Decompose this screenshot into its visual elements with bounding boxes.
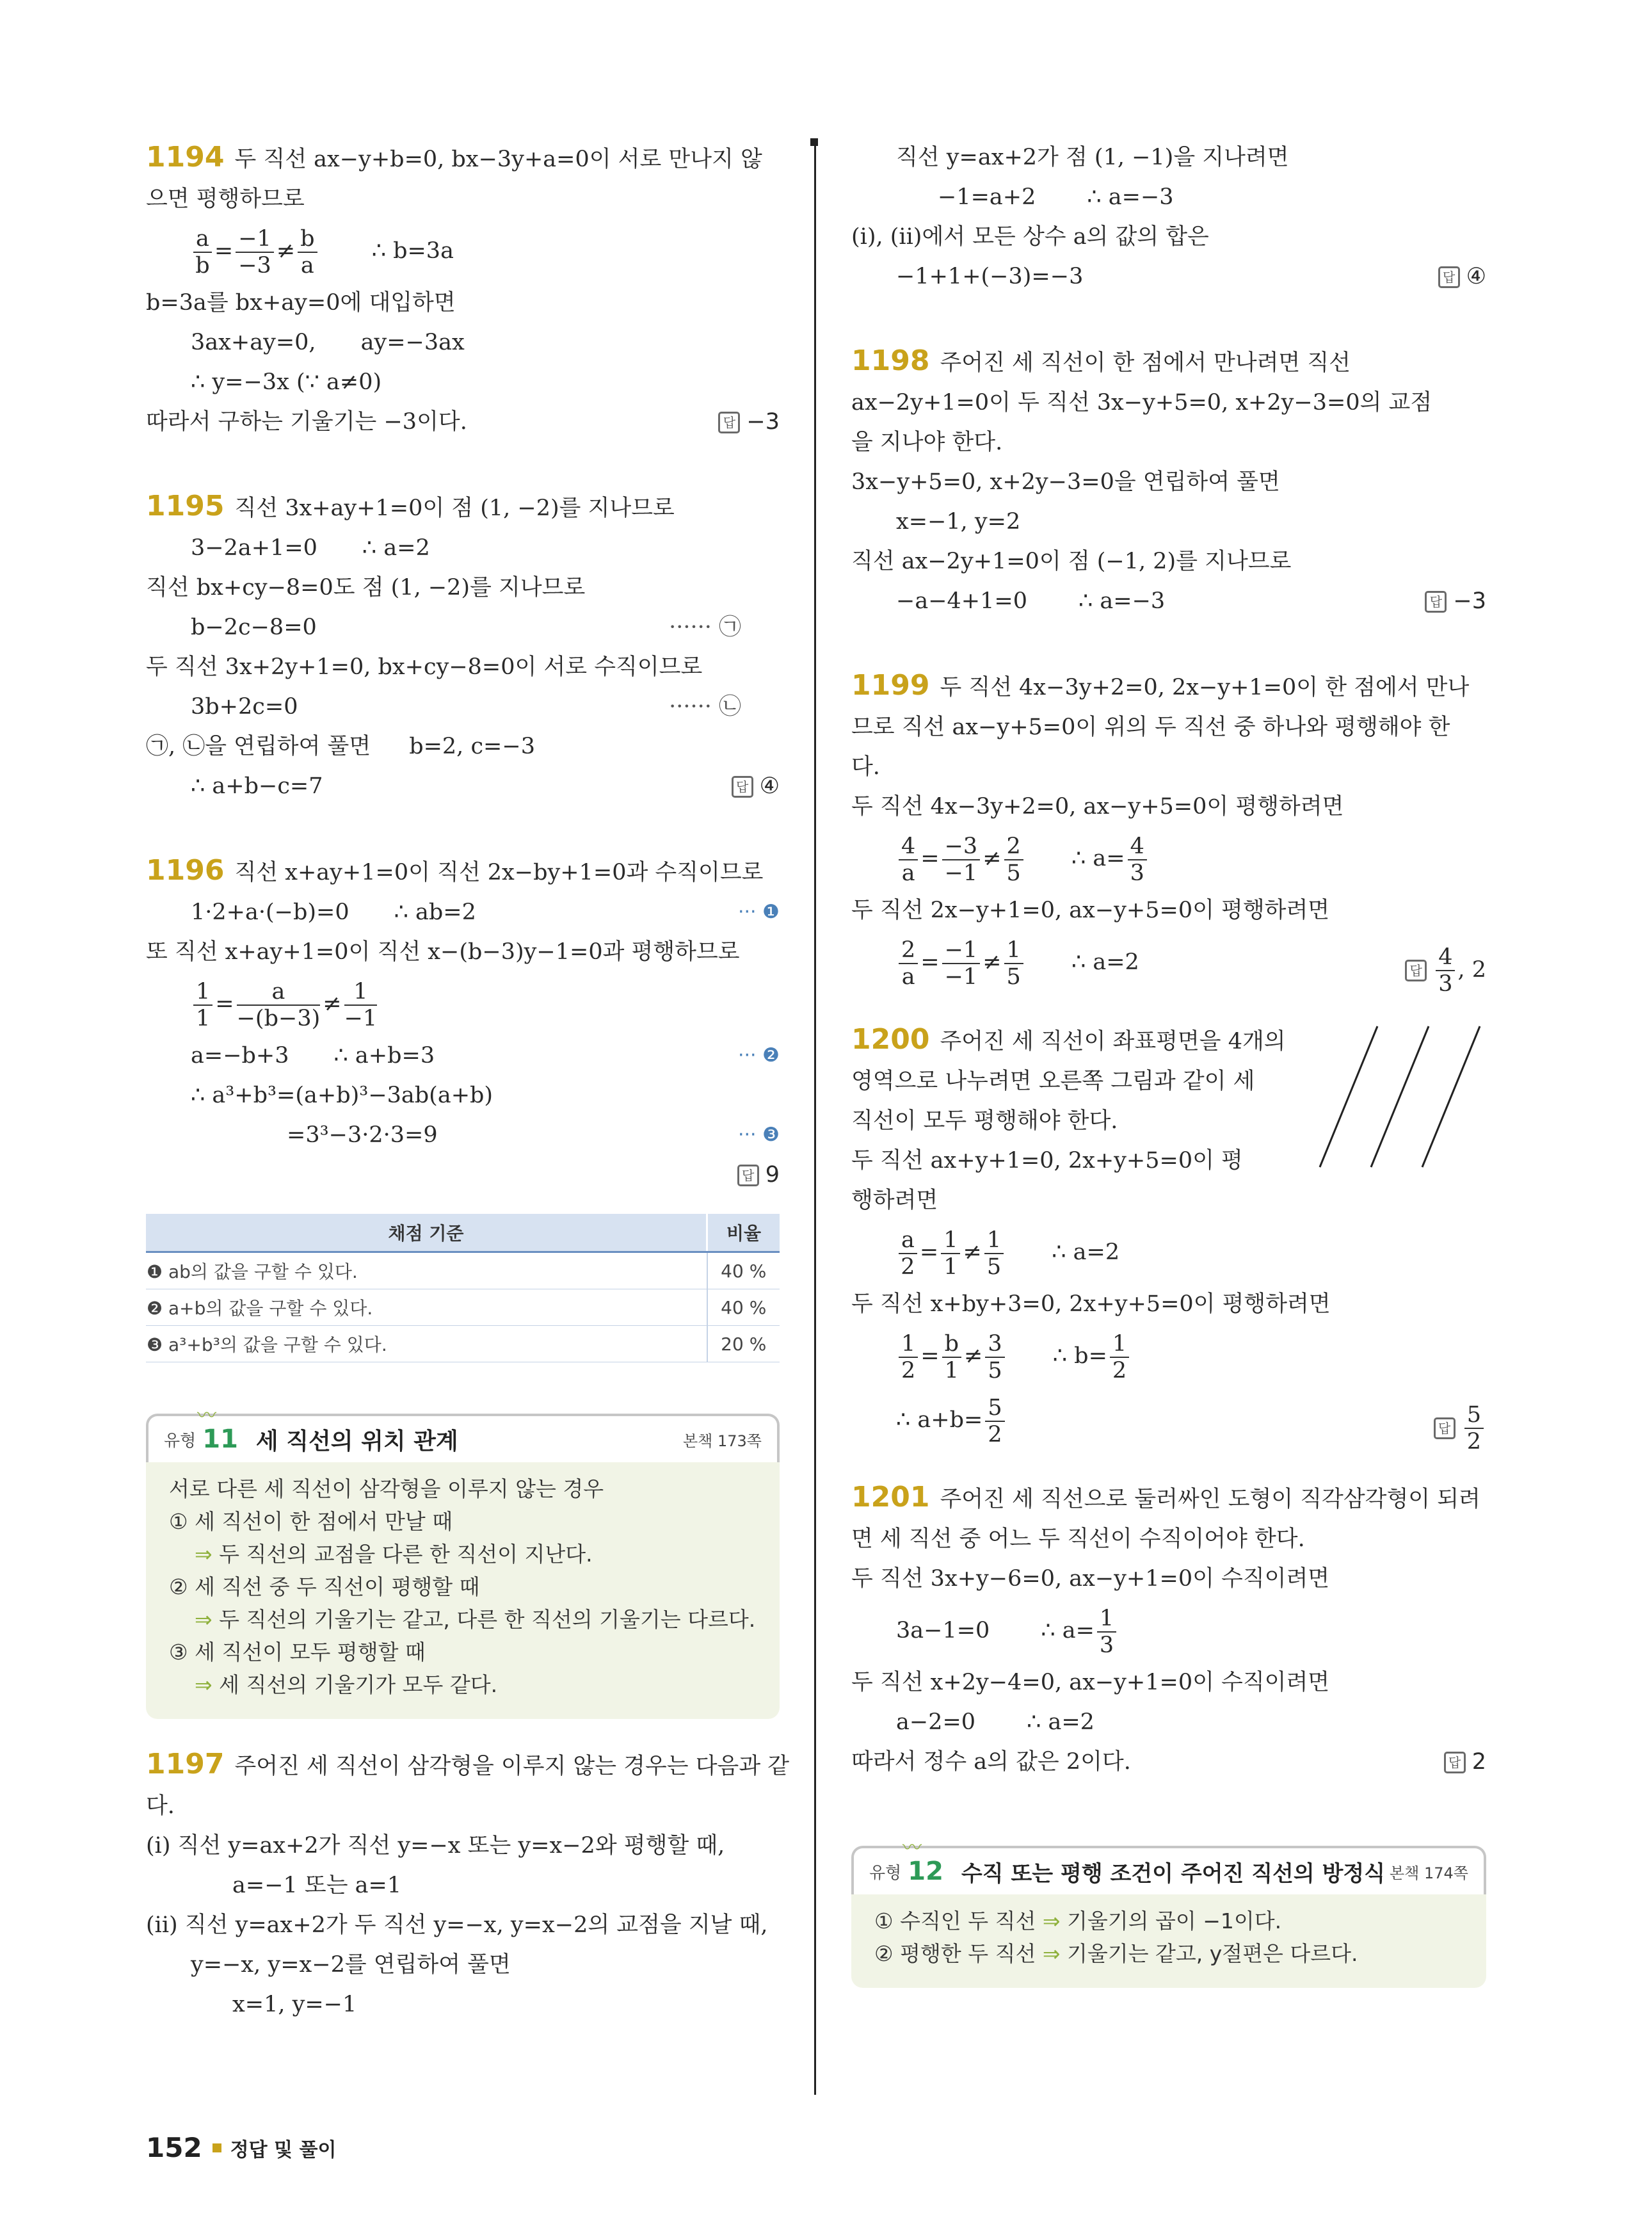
- fraction-equation: 3a−1=0 ∴ a= $\frac{1}{3}$: [851, 1599, 1486, 1663]
- text-line: (ii) 직선 y=ax+2가 두 직선 y=−x, y=x−2의 교점을 지날 때,: [146, 1912, 768, 1938]
- text-line: ㉠, ㉡을 연립하여 풀면 b=2, c=−3: [146, 734, 535, 759]
- text-line: x=−1, y=2: [896, 509, 1021, 535]
- answer-icon: [737, 1165, 759, 1186]
- text-line: 두 직선 x+2y−4=0, ax−y+1=0이 수직이려면: [851, 1670, 1330, 1695]
- text-line: 행하려면: [851, 1188, 938, 1213]
- problem-1197: [146, 1745, 790, 2024]
- text-line: a=−1 또는 a=1: [232, 1873, 402, 1898]
- answer: 답 $\frac{5}{2}$: [1434, 1396, 1486, 1460]
- text-line: (i) 직선 y=ax+2가 직선 y=−x 또는 y=x−2와 평행할 때,: [146, 1833, 725, 1859]
- problem-number: 1200: [851, 1023, 930, 1056]
- answer-icon: [1425, 591, 1447, 613]
- type-header: 유형 11 세 직선의 위치 관계 본책 173쪽: [146, 1414, 780, 1462]
- fraction-equation: $\frac{2}{a}$ = $\frac{-1}{-1}$ ≠ $\frac{1}{5}$ ∴ a=2 답 $\frac{4}{3}$ , 2: [851, 930, 1486, 994]
- arrow-icon: ⇒: [195, 1607, 213, 1632]
- text-line: 두 직선 3x+2y+1=0, bx+cy−8=0이 서로 수직이므로: [146, 654, 703, 680]
- text-line: [146, 1155, 780, 1195]
- fraction-equation: ∴ a+b= $\frac{5}{2}$ 답 $\frac{5}{2}$: [851, 1388, 1486, 1452]
- answer: 답 ④: [1438, 257, 1486, 296]
- problem-1195: [146, 487, 780, 806]
- text-line: 다.: [851, 754, 880, 780]
- grading-table: [146, 1214, 780, 1362]
- arrow-icon: ⇒: [195, 1542, 213, 1567]
- text-line: 다.: [146, 1793, 175, 1819]
- wave-icon: 〰: [902, 1837, 922, 1859]
- step-marker: ··· ❷: [737, 1044, 780, 1067]
- type-12-box: [851, 1837, 1486, 1988]
- text-line: 두 직선 3x+y−6=0, ax−y+1=0이 수직이려면: [851, 1566, 1330, 1592]
- answer: 답 2: [1444, 1742, 1486, 1782]
- text-line: x=1, y=−1: [232, 1992, 357, 2017]
- text-line: ∴ a+b−c=7 답 ④: [146, 766, 780, 806]
- text-line: 두 직선 ax−y+b=0, bx−3y+a=0이 서로 만나지 않: [234, 147, 762, 172]
- type-body: 서로 다른 세 직선이 삼각형을 이루지 않는 경우 ① 세 직선이 한 점에서 만날 때 ⇒ 두 직선의 교점을 다른 한 직선이 지난다. ② 세 직선 중 두 직선이 평행할 때 ⇒ 두 직선의 기울기는 같고, 다른 한 직선의 기울기는 다르다. ③ 세 직선이 모두 평행할 때 ⇒ 세 직선의 기울기가 모두 같다.: [146, 1462, 780, 1719]
- problem-number: 1194: [146, 141, 225, 173]
- text-line: a−2=0 ∴ a=2: [896, 1709, 1095, 1735]
- text-line: 3−2a+1=0 ∴ a=2: [191, 535, 430, 561]
- problem-number: 1196: [146, 854, 225, 887]
- text-line: (i), (ii)에서 모든 상수 a의 값의 합은: [851, 224, 1209, 250]
- table-row: ❶ ab의 값을 구할 수 있다. 40 %: [146, 1252, 780, 1289]
- answer-icon: [1444, 1752, 1466, 1773]
- problem-number: 1195: [146, 490, 225, 522]
- left-column: [146, 138, 790, 2024]
- answer: 답 −3: [718, 402, 780, 442]
- text-line: −1=a+2 ∴ a=−3: [938, 184, 1174, 210]
- answer-icon: [1405, 960, 1427, 981]
- type-header: 유형 12 수직 또는 평행 조건이 주어진 직선의 방정식 본책 174쪽: [851, 1846, 1486, 1894]
- fraction-equation: $\frac{1}{2}$ = $\frac{b}{1}$ ≠ $\frac{3}{5}$ ∴ b= $\frac{1}{2}$: [851, 1324, 1486, 1388]
- equation-marker: ······ ㉠: [669, 615, 741, 640]
- arrow-icon: ⇒: [1042, 1941, 1061, 1966]
- text-line: b−2c−8=0 ······ ㉠: [146, 608, 780, 647]
- text-line: 두 직선 2x−y+1=0, ax−y+5=0이 평행하려면: [851, 898, 1330, 923]
- text-line: 1·2+a·(−b)=0 ∴ ab=2 ··· ❶: [146, 892, 780, 932]
- text-line: 따라서 정수 a의 값은 2이다. 답 2: [851, 1742, 1486, 1782]
- problem-1198: [851, 341, 1486, 621]
- problem-number: 1198: [851, 344, 930, 377]
- problem-1200: [851, 1020, 1486, 1455]
- problem-1197-continued: [851, 138, 1486, 296]
- text-line: −1+1+(−3)=−3 답 ④: [851, 257, 1486, 296]
- footer-title: 정답 및 풀이: [230, 2138, 337, 2161]
- equation-marker: ······ ㉡: [669, 694, 741, 720]
- text-line: 주어진 세 직선으로 둘러싸인 도형이 직각삼각형이 되려: [940, 1487, 1480, 1512]
- column-divider: [814, 142, 816, 2095]
- fraction-equation: $\frac{a}{2}$ = $\frac{1}{1}$ ≠ $\frac{1}{5}$ ∴ a=2: [851, 1220, 1486, 1284]
- text-line: a=−b+3 ∴ a+b=3 ··· ❷: [146, 1036, 780, 1076]
- type-title: 수직 또는 평행 조건이 주어진 직선의 방정식: [961, 1860, 1386, 1887]
- text-line: 두 직선 4x−3y+2=0, ax−y+5=0이 평행하려면: [851, 794, 1344, 819]
- text-line: y=−x, y=x−2를 연립하여 풀면: [191, 1952, 511, 1978]
- answer: 답9: [737, 1155, 780, 1195]
- answer: 답 $\frac{4}{3}$ , 2: [1405, 938, 1486, 1002]
- step-marker: ··· ❸: [737, 1124, 780, 1146]
- type-body: ① 수직인 두 직선 ⇒ 기울기의 곱이 −1이다. ② 평행한 두 직선 ⇒ 기울기는 같고, y절편은 다르다.: [851, 1894, 1486, 1988]
- text-line: 직선 3x+ay+1=0이 점 (1, −2)를 지나므로: [234, 496, 675, 521]
- table-row: ❸ a³+b³의 값을 구할 수 있다. 20 %: [146, 1326, 780, 1362]
- type-11-box: [146, 1405, 780, 1719]
- arrow-icon: ⇒: [195, 1672, 213, 1697]
- text-line: 따라서 구하는 기울기는 −3이다. 답 −3: [146, 402, 780, 442]
- page-number: 152: [146, 2132, 202, 2163]
- text-line: 또 직선 x+ay+1=0이 직선 x−(b−3)y−1=0과 평행하므로: [146, 939, 740, 965]
- text-line: 3b+2c=0 ······ ㉡: [146, 687, 780, 727]
- text-line: b=3a를 bx+ay=0에 대입하면: [146, 290, 456, 316]
- table-header: 채점 기준: [146, 1214, 707, 1252]
- text-line: 으면 평행하므로: [146, 186, 305, 212]
- text-line: 므로 직선 ax−y+5=0이 위의 두 직선 중 하나와 평행해야 한: [851, 714, 1450, 740]
- type-title: 세 직선의 위치 관계: [255, 1428, 458, 1455]
- wave-icon: 〰: [197, 1405, 216, 1427]
- problem-1194: [146, 138, 780, 442]
- right-column: [851, 138, 1486, 1988]
- text-line: 두 직선 ax+y+1=0, 2x+y+5=0이 평: [851, 1148, 1243, 1174]
- text-line: 영역으로 나누려면 오른쪽 그림과 같이 세: [851, 1069, 1255, 1094]
- answer-icon: [1438, 266, 1460, 288]
- footer-square-icon: [213, 2143, 221, 2152]
- text-line: 직선 ax−2y+1=0이 점 (−1, 2)를 지나므로: [851, 549, 1292, 574]
- fraction-equation: $\frac{4}{a}$ = $\frac{-3}{-1}$ ≠ $\frac{2}{5}$ ∴ a= $\frac{4}{3}$: [851, 827, 1486, 891]
- text-line: 직선 y=ax+2가 점 (1, −1)을 지나려면: [896, 145, 1289, 170]
- table-header: 비율: [707, 1214, 780, 1252]
- type-reference: 본책 173쪽: [683, 1432, 762, 1450]
- text-line: ∴ y=−3x (∵ a≠0): [191, 369, 382, 395]
- answer-icon: [1434, 1417, 1456, 1439]
- text-line: 두 직선 x+by+3=0, 2x+y+5=0이 평행하려면: [851, 1291, 1331, 1317]
- step-marker: ··· ❶: [737, 901, 780, 923]
- page-footer: [146, 2132, 336, 2163]
- type-reference: 본책 174쪽: [1390, 1864, 1468, 1882]
- problem-1196: [146, 851, 780, 1195]
- problem-number: 1201: [851, 1481, 930, 1513]
- text-line: 두 직선 4x−3y+2=0, 2x−y+1=0이 한 점에서 만나: [940, 675, 1470, 700]
- text-line: 직선 x+ay+1=0이 직선 2x−by+1=0과 수직이므로: [234, 860, 764, 885]
- answer-icon: [732, 776, 753, 798]
- text-line: −a−4+1=0 ∴ a=−3 답 −3: [851, 581, 1486, 621]
- problem-number: 1197: [146, 1748, 225, 1780]
- text-line: 3x−y+5=0, x+2y−3=0을 연립하여 풀면: [851, 469, 1280, 495]
- problem-1201: [851, 1478, 1486, 1782]
- text-line: =3³−3·2·3=9 ··· ❸: [146, 1115, 780, 1155]
- text-line: 주어진 세 직선이 좌표평면을 4개의: [940, 1029, 1286, 1054]
- table-row: ❷ a+b의 값을 구할 수 있다. 40 %: [146, 1289, 780, 1326]
- fraction-equation: $\frac{a}{b}$ = $\frac{-1}{-3}$ ≠ $\frac{b}{a}$ ∴ b=3a: [146, 219, 780, 283]
- text-line: 면 세 직선 중 어느 두 직선이 수직이어야 한다.: [851, 1526, 1305, 1552]
- text-line: 을 지나야 한다.: [851, 430, 1003, 455]
- text-line: ∴ a³+b³=(a+b)³−3ab(a+b): [191, 1083, 493, 1108]
- answer: 답 ④: [732, 766, 780, 806]
- problem-number: 1199: [851, 669, 930, 702]
- problem-1199: [851, 666, 1486, 997]
- text-line: 직선 bx+cy−8=0도 점 (1, −2)를 지나므로: [146, 575, 586, 601]
- text-line: 3ax+ay=0, ay=−3ax: [191, 330, 465, 355]
- answer-icon: [718, 412, 740, 433]
- answer: 답 −3: [1425, 581, 1486, 621]
- text-line: 직선이 모두 평행해야 한다.: [851, 1108, 1118, 1134]
- text-line: 주어진 세 직선이 삼각형을 이루지 않는 경우는 다음과 같: [234, 1754, 790, 1779]
- fraction-equation: $\frac{1}{1}$ = $\frac{a}{-(b-3)}$ ≠ $\frac{1}{-1}$: [146, 972, 780, 1036]
- text-line: 주어진 세 직선이 한 점에서 만나려면 직선: [940, 350, 1351, 376]
- arrow-icon: ⇒: [1042, 1908, 1061, 1933]
- text-line: ax−2y+1=0이 두 직선 3x−y+5=0, x+2y−3=0의 교점: [851, 390, 1432, 416]
